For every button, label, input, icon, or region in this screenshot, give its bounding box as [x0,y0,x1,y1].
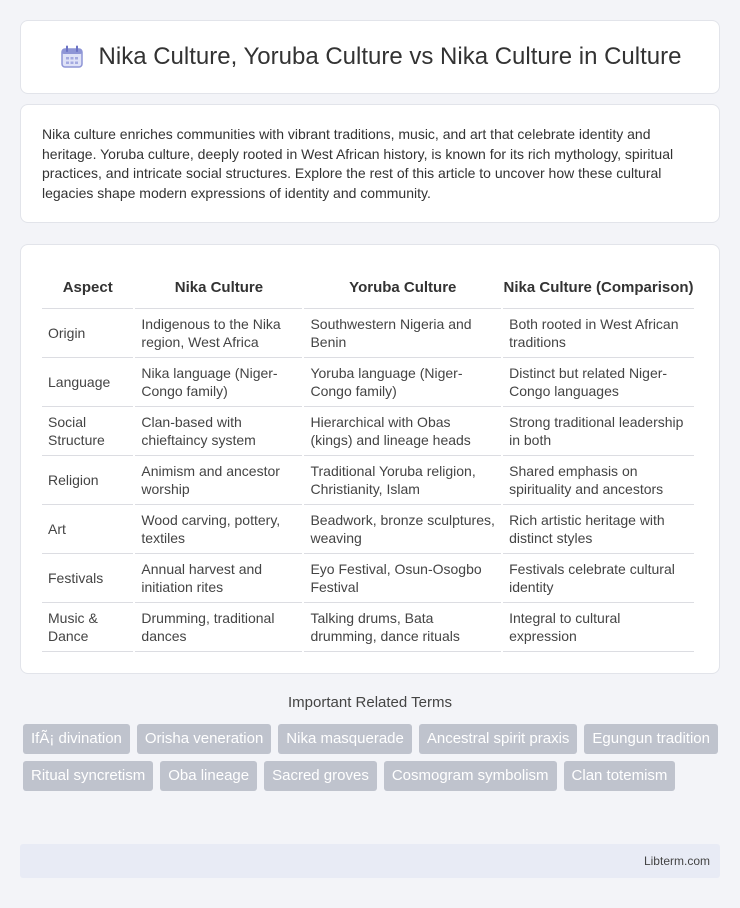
tag-orisha-veneration[interactable]: Orisha veneration [137,724,271,754]
column-header: Yoruba Culture [304,267,501,309]
intro-card [20,104,720,223]
table-cell: Yoruba language (Niger-Congo family) [304,358,501,407]
related-terms-section [20,694,720,791]
table-cell: Festivals [42,554,133,603]
tag-ifa-divination[interactable]: IfÃ¡ divination [23,724,130,754]
table-cell: Talking drums, Bata drumming, dance rituals [304,603,501,652]
table-cell: Rich artistic heritage with distinct styles [503,505,694,554]
table-cell: Shared emphasis on spirituality and ancestors [503,456,694,505]
title-wrap [59,43,682,71]
tag-egungun-tradition[interactable]: Egungun tradition [584,724,718,754]
tag-sacred-groves[interactable]: Sacred groves [264,761,377,791]
related-terms-heading: Important Related Terms [288,694,452,711]
table-cell: Social Structure [42,407,133,456]
table-cell: Art [42,505,133,554]
column-header: Nika Culture [135,267,302,309]
table-cell: Animism and ancestor worship [135,456,302,505]
table-cell: Integral to cultural expression [503,603,694,652]
table-row [42,603,694,652]
intro-text: Nika culture enriches communities with vibrant traditions, music, and art that celebrate identity and heritage. Yoruba culture, deeply rooted in West African history, is known for its rich mythology, spiritual practices, and intricate social structures. Explore the rest of this article to uncover how these cultural legacies shape modern expressions of identity and community. [42,126,674,201]
table-cell: Festivals celebrate cultural identity [503,554,694,603]
table-cell: Nika language (Niger-Congo family) [135,358,302,407]
comparison-table-card [20,244,720,674]
table-cell: Origin [42,309,133,358]
table-cell: Eyo Festival, Osun-Osogbo Festival [304,554,501,603]
table-cell: Distinct but related Niger-Congo languages [503,358,694,407]
footer [20,844,720,878]
tag-cosmogram-symbolism[interactable]: Cosmogram symbolism [384,761,557,791]
table-row [42,554,694,603]
table-cell: Both rooted in West African traditions [503,309,694,358]
table-row [42,358,694,407]
table-cell: Southwestern Nigeria and Benin [304,309,501,358]
table-cell: Drumming, traditional dances [135,603,302,652]
table-row [42,407,694,456]
table-cell: Strong traditional leadership in both [503,407,694,456]
table-cell: Indigenous to the Nika region, West Africa [135,309,302,358]
tag-ritual-syncretism[interactable]: Ritual syncretism [23,761,153,791]
tag-ancestral-spirit-praxis[interactable]: Ancestral spirit praxis [419,724,578,754]
related-terms-tags [20,724,720,791]
page-title: Nika Culture, Yoruba Culture vs Nika Culture in Culture [98,43,682,70]
table-row [42,456,694,505]
tag-nika-masquerade[interactable]: Nika masquerade [278,724,412,754]
column-header: Aspect [42,267,133,309]
table-cell: Language [42,358,133,407]
calendar-icon [59,44,85,70]
table-cell: Beadwork, bronze sculptures, weaving [304,505,501,554]
table-row [42,309,694,358]
table-cell: Music & Dance [42,603,133,652]
table-cell: Annual harvest and initiation rites [135,554,302,603]
tag-clan-totemism[interactable]: Clan totemism [564,761,676,791]
table-cell: Religion [42,456,133,505]
table-cell: Wood carving, pottery, textiles [135,505,302,554]
table-row [42,505,694,554]
table-cell: Clan-based with chieftaincy system [135,407,302,456]
tag-oba-lineage[interactable]: Oba lineage [160,761,257,791]
footer-brand[interactable]: Libterm.com [643,854,710,868]
header-card [20,20,720,94]
table-header-row [42,267,694,309]
column-header: Nika Culture (Comparison) [503,267,694,309]
table-cell: Hierarchical with Obas (kings) and lineage heads [304,407,501,456]
table-cell: Traditional Yoruba religion, Christianity, Islam [304,456,501,505]
comparison-table [40,267,696,652]
